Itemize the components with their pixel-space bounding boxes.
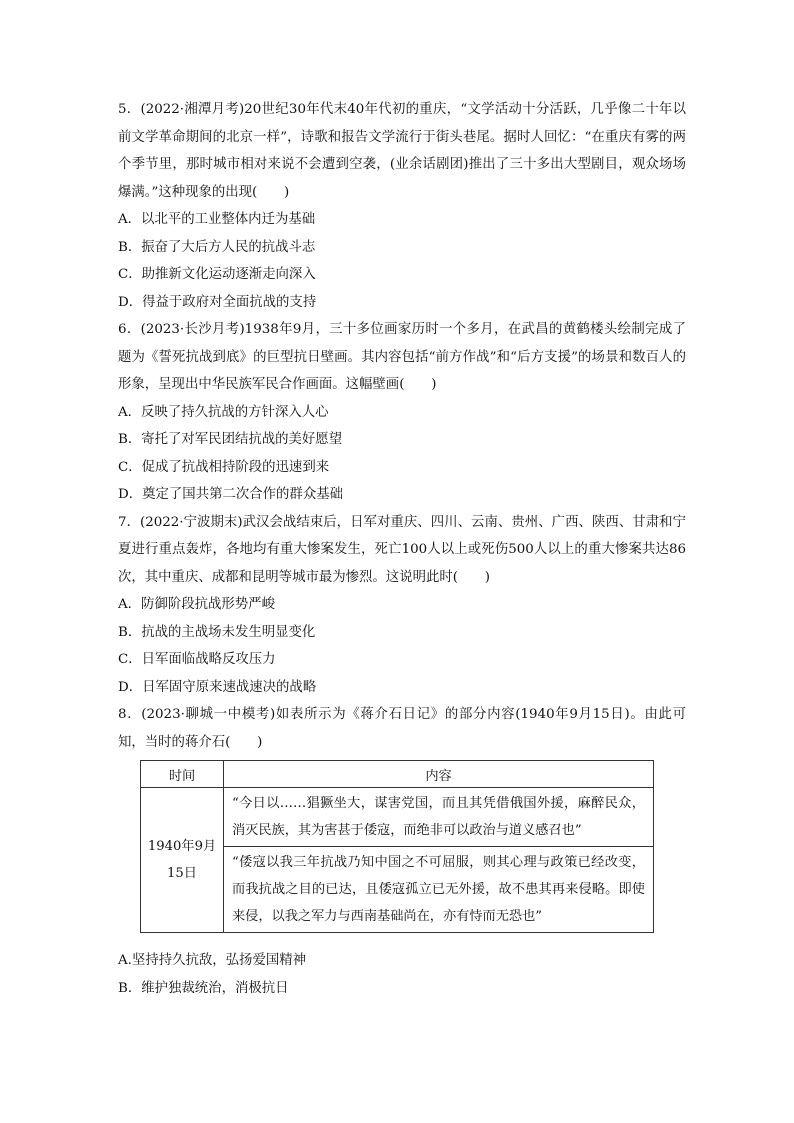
cell-content-1: “今日以……猖獗坐大，谋害党国，而且其凭借俄国外援，麻醉民众，消灭民族，其为害甚于倭寇，而绝非可以政治与道义感召也”	[224, 788, 654, 847]
header-content: 内容	[224, 761, 654, 788]
option-b: B．抗战的主战场未发生明显变化	[118, 624, 316, 640]
cell-content-2: “倭寇以我三年抗战乃知中国之不可屈服，则其心理与政策已经改变，而我抗战之目的已达，且倭寇孤立已无外援，故不患其再来侵略。即使来侵，以我之军力与西南基础尚在，亦有恃而无恐也”	[224, 847, 654, 933]
question-6	[118, 316, 686, 509]
option-c: C．日军面临战略反攻压力	[118, 652, 276, 667]
option-a: A．以北平的工业整体内迁为基础	[118, 212, 316, 227]
question-8	[118, 701, 686, 1002]
question-7	[118, 509, 686, 702]
question-5	[118, 96, 686, 316]
question-stem: 7．(2022·宁波期末)武汉会战结束后，日军对重庆、四川、云南、贵州、广西、陕西、甘肃和宁夏进行重点轰炸，各地均有重大惨案发生，死亡100人以上或死伤500人以上的重大惨案共达86次，其中重庆、成都和昆明等城市最为惨烈。这说明此时( )	[118, 514, 686, 585]
option-b: B．振奋了大后方人民的抗战斗志	[118, 239, 316, 255]
table-row	[141, 788, 654, 847]
option-d: D．得益于政府对全面抗战的支持	[118, 294, 317, 310]
options-list	[118, 947, 686, 1002]
option-d: D．日军固守原来速战速决的战略	[118, 679, 317, 695]
document-page	[118, 96, 686, 1002]
option-d: D．奠定了国共第二次合作的群众基础	[118, 487, 343, 502]
option-c: C．促成了抗战相持阶段的迅速到来	[118, 459, 330, 475]
cell-time: 1940年9月15日	[141, 788, 224, 933]
option-a: A．反映了持久抗战的方针深入人心	[118, 404, 329, 420]
option-b: B．寄托了对军民团结抗战的美好愿望	[118, 432, 343, 447]
question-stem: 5．(2022·湘潭月考)20世纪30年代末40年代初的重庆，“文学活动十分活跃，几乎像二十年以前文学革命期间的北京一样”，诗歌和报告文学流行于街头巷尾。据时人回忆：“在重庆有雾的两个季节里，那时城市相对来说不会遭到空袭，(业余话剧团)推出了三十多出大型剧目，观众场场爆满。”这种现象的出现( )	[118, 102, 686, 200]
diary-table	[140, 760, 654, 933]
option-c: C．助推新文化运动逐渐走向深入	[118, 267, 316, 282]
option-a: A.坚持持久抗敌，弘扬爱国精神	[118, 953, 307, 968]
question-stem: 8．(2023·聊城一中模考)如表所示为《蒋介石日记》的部分内容(1940年9月15日)。由此可知，当时的蒋介石( )	[118, 707, 686, 750]
table-header-row	[141, 761, 654, 788]
option-a: A．防御阶段抗战形势严峻	[118, 597, 275, 612]
option-b: B．维护独裁统治，消极抗日	[118, 980, 289, 996]
header-time: 时间	[141, 761, 224, 788]
question-stem: 6．(2023·长沙月考)1938年9月，三十多位画家历时一个多月，在武昌的黄鹤楼头绘制完成了题为《誓死抗战到底》的巨型抗日壁画。其内容包括“前方作战”和“后方支援”的场景和数百人的形象，呈现出中华民族军民合作画面。这幅壁画( )	[118, 322, 686, 392]
